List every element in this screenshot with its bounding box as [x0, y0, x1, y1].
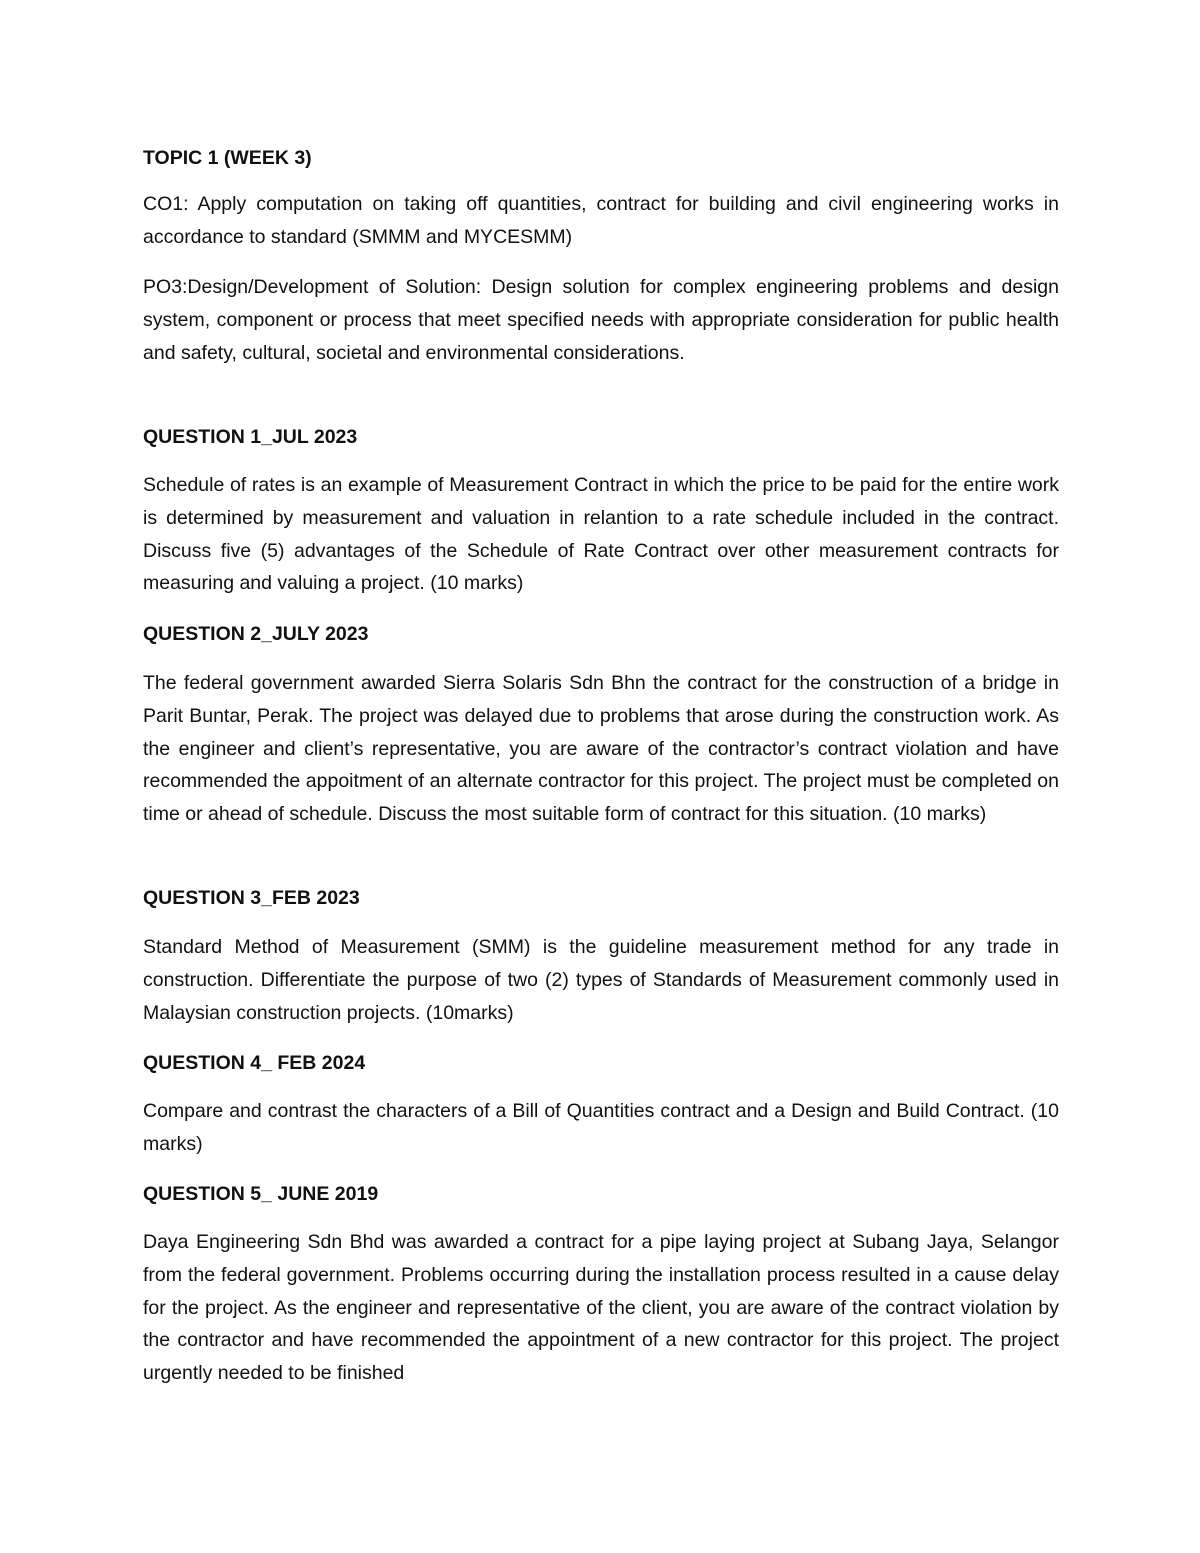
question-2-body: The federal government awarded Sierra Solaris Sdn Bhn the contract for the construction of a bridge in Parit Buntar, Perak. The project was delayed due to problems that arose during the construction work. As the engineer and client’s representative, you are aware of the contractor’s contract violation and have recommended the appoitment of an alternate contractor for this project. The project must be completed on time or ahead of schedule. Discuss the most suitable form of contract for this situation. (10 marks) [143, 672, 1059, 826]
question-1-body: Schedule of rates is an example of Measurement Contract in which the price to be paid for the entire work is determined by measurement and valuation in relantion to a rate schedule included in the contract. Discuss five (5) advantages of the Schedule of Rate Contract over other measurement contracts for measuring and valuing a project. (10 marks) [143, 474, 1059, 595]
question-1-heading: QUESTION 1_JUL 2023 [143, 426, 358, 448]
question-4-body: Compare and contrast the characters of a Bill of Quantities contract and a Design and Build Contract. (10 marks) [143, 1100, 1059, 1155]
question-4-heading: QUESTION 4_ FEB 2024 [143, 1052, 366, 1074]
course-outcome-co1: CO1: Apply computation on taking off quantities, contract for building and civil engineering works in accordance to standard (SMMM and MYCESMM) [143, 193, 1059, 248]
program-outcome-po3: PO3:Design/Development of Solution: Design solution for complex engineering problems and design system, component or process that meet specified needs with appropriate consideration for public health and safety, cultural, societal and environmental considerations. [143, 276, 1059, 364]
topic-title: TOPIC 1 (WEEK 3) [143, 147, 312, 169]
question-5-body: Daya Engineering Sdn Bhd was awarded a contract for a pipe laying project at Subang Jaya, Selangor from the federal government. Problems occurring during the installation process resulted in a cause delay for the project. As the engineer and representative of the client, you are aware of the contract violation by the contractor and have recommended the appointment of a new contractor for this project. The project urgently needed to be finished [143, 1231, 1059, 1385]
question-3-heading: QUESTION 3_FEB 2023 [143, 887, 360, 909]
question-3-body: Standard Method of Measurement (SMM) is the guideline measurement method for any trade in construction. Differentiate the purpose of two (2) types of Standards of Measurement commonly used in Malaysian construction projects. (10marks) [143, 936, 1059, 1024]
question-5-heading: QUESTION 5_ JUNE 2019 [143, 1183, 379, 1205]
question-2-heading: QUESTION 2_JULY 2023 [143, 623, 369, 645]
